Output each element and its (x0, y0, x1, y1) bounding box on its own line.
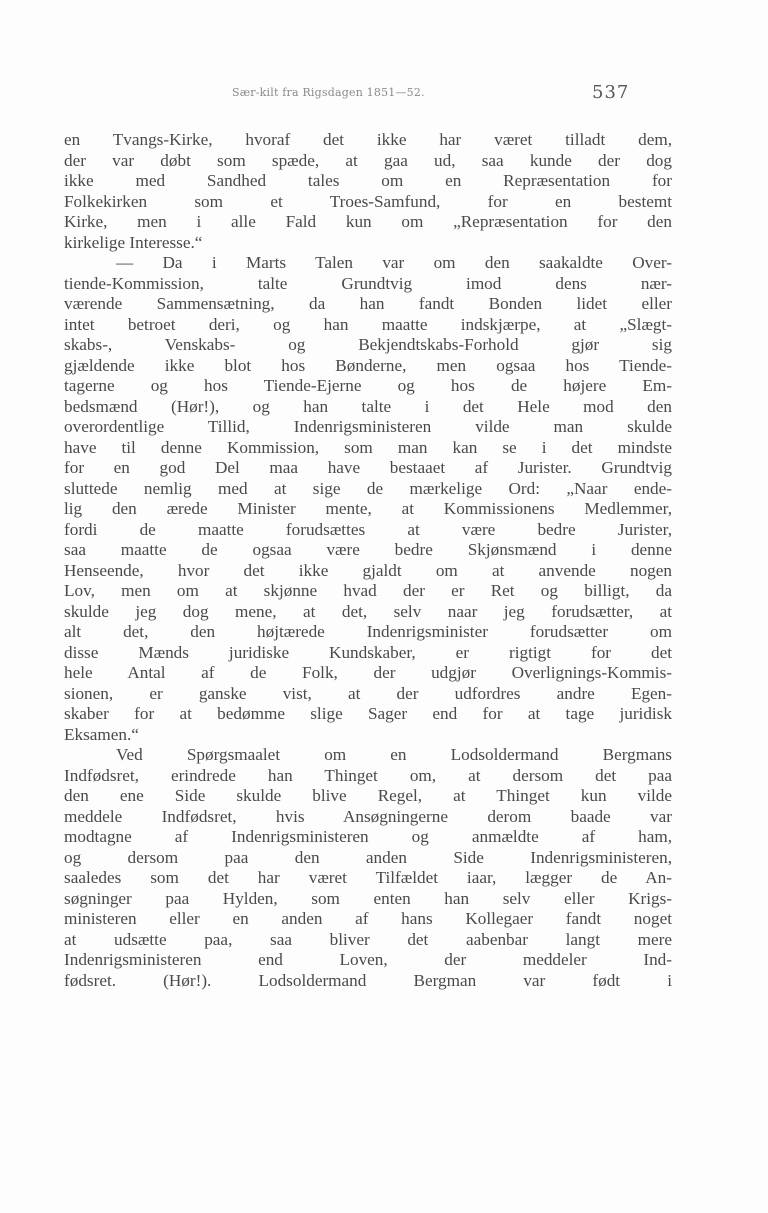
text-line: gjældende ikke blot hos Bønderne, men ogsaa hos Tiende- (64, 355, 672, 375)
text-line: Ved Spørgsmaalet om en Lodsoldermand Bergmans (116, 745, 672, 764)
text-line: have til denne Kommission, som man kan se i det mindste (64, 437, 672, 457)
page-number: 537 (592, 82, 630, 103)
text-line: sluttede nemlig med at sige de mærkelige Ord: „Naar ende- (64, 478, 672, 498)
text-line: og dersom paa den anden Side Indenrigsministeren, (64, 847, 672, 867)
text-line: modtagne af Indenrigsministeren og anmældte af ham, (64, 827, 672, 846)
text-line: fordi de maatte forudsættes at være bedre Jurister, (64, 519, 672, 539)
text-line: skabs-, Venskabs- og Bekjendtskabs-Forhold gjør sig (64, 335, 672, 354)
text-line: for en god Del maa have bestaaet af Jurister. Grundtvig (64, 458, 672, 477)
text-line: lig den ærede Minister mente, at Kommissionens Medlemmer, (64, 499, 672, 518)
text-line: Indenrigsministeren end Loven, der meddeler Ind- (64, 950, 672, 969)
text-line: en Tvangs-Kirke, hvoraf det ikke har været tilladt dem, (64, 130, 672, 149)
running-title: Sær-kilt fra Rigsdagen 1851—52. (232, 86, 425, 99)
text-line: værende Sammensætning, da han fandt Bonden lidet eller (64, 294, 672, 313)
text-line: Lov, men om at skjønne hvad der er Ret og billigt, da (64, 581, 672, 600)
text-line: skaber for at bedømme slige Sager end for at tage juridisk (64, 704, 672, 723)
text-line: intet betroet deri, og han maatte indskjærpe, at „Slægt- (64, 314, 672, 334)
text-line: den ene Side skulde blive Regel, at Thinget kun vilde (64, 786, 672, 805)
text-line: saa maatte de ogsaa være bedre Skjønsmænd i denne (64, 540, 672, 559)
text-line: skulde jeg dog mene, at det, selv naar jeg forudsætter, at (64, 601, 672, 621)
text-line: overordentlige Tillid, Indenrigsministeren vilde man skulde (64, 417, 672, 436)
text-line: ikke med Sandhed tales om en Repræsentation for (64, 171, 672, 190)
text-line: tiende-Kommission, talte Grundtvig imod dens nær- (64, 273, 672, 293)
text-line: Henseende, hvor det ikke gjaldt om at anvende nogen (64, 560, 672, 580)
text-line: saaledes som det har været Tilfældet iaar, lægger de An- (64, 868, 672, 887)
body-text (64, 130, 672, 991)
text-line: Folkekirken som et Troes-Samfund, for en bestemt (64, 191, 672, 211)
text-line: disse Mænds juridiske Kundskaber, er rigtigt for det (64, 642, 672, 662)
text-line: fødsret. (Hør!). Lodsoldermand Bergman var født i (64, 970, 672, 990)
text-line: søgninger paa Hylden, som enten han selv eller Krigs- (64, 888, 672, 908)
text-line: at udsætte paa, saa bliver det aabenbar langt mere (64, 929, 672, 949)
text-line: der var døbt som spæde, at gaa ud, saa kunde der dog (64, 150, 672, 170)
text-line: bedsmænd (Hør!), og han talte i det Hele mod den (64, 396, 672, 416)
text-line: alt det, den højtærede Indenrigsminister forudsætter om (64, 622, 672, 641)
text-line: meddele Indfødsret, hvis Ansøgningerne derom baade var (64, 806, 672, 826)
text-line: kirkelige Interesse.“ (64, 232, 203, 252)
text-line: Indfødsret, erindrede han Thinget om, at dersom det paa (64, 765, 672, 785)
text-line: Eksamen.“ (64, 724, 139, 744)
text-line: ministeren eller en anden af hans Kollegaer fandt noget (64, 909, 672, 928)
text-line: hele Antal af de Folk, der udgjør Overlignings-Kommis- (64, 663, 672, 682)
text-line: tagerne og hos Tiende-Ejerne og hos de højere Em- (64, 376, 672, 395)
text-line: — Da i Marts Talen var om den saakaldte Over- (116, 253, 672, 272)
text-line: Kirke, men i alle Fald kun om „Repræsentation for den (64, 212, 672, 231)
running-head (150, 82, 670, 106)
text-line: sionen, er ganske vist, at der udfordres andre Egen- (64, 683, 672, 703)
